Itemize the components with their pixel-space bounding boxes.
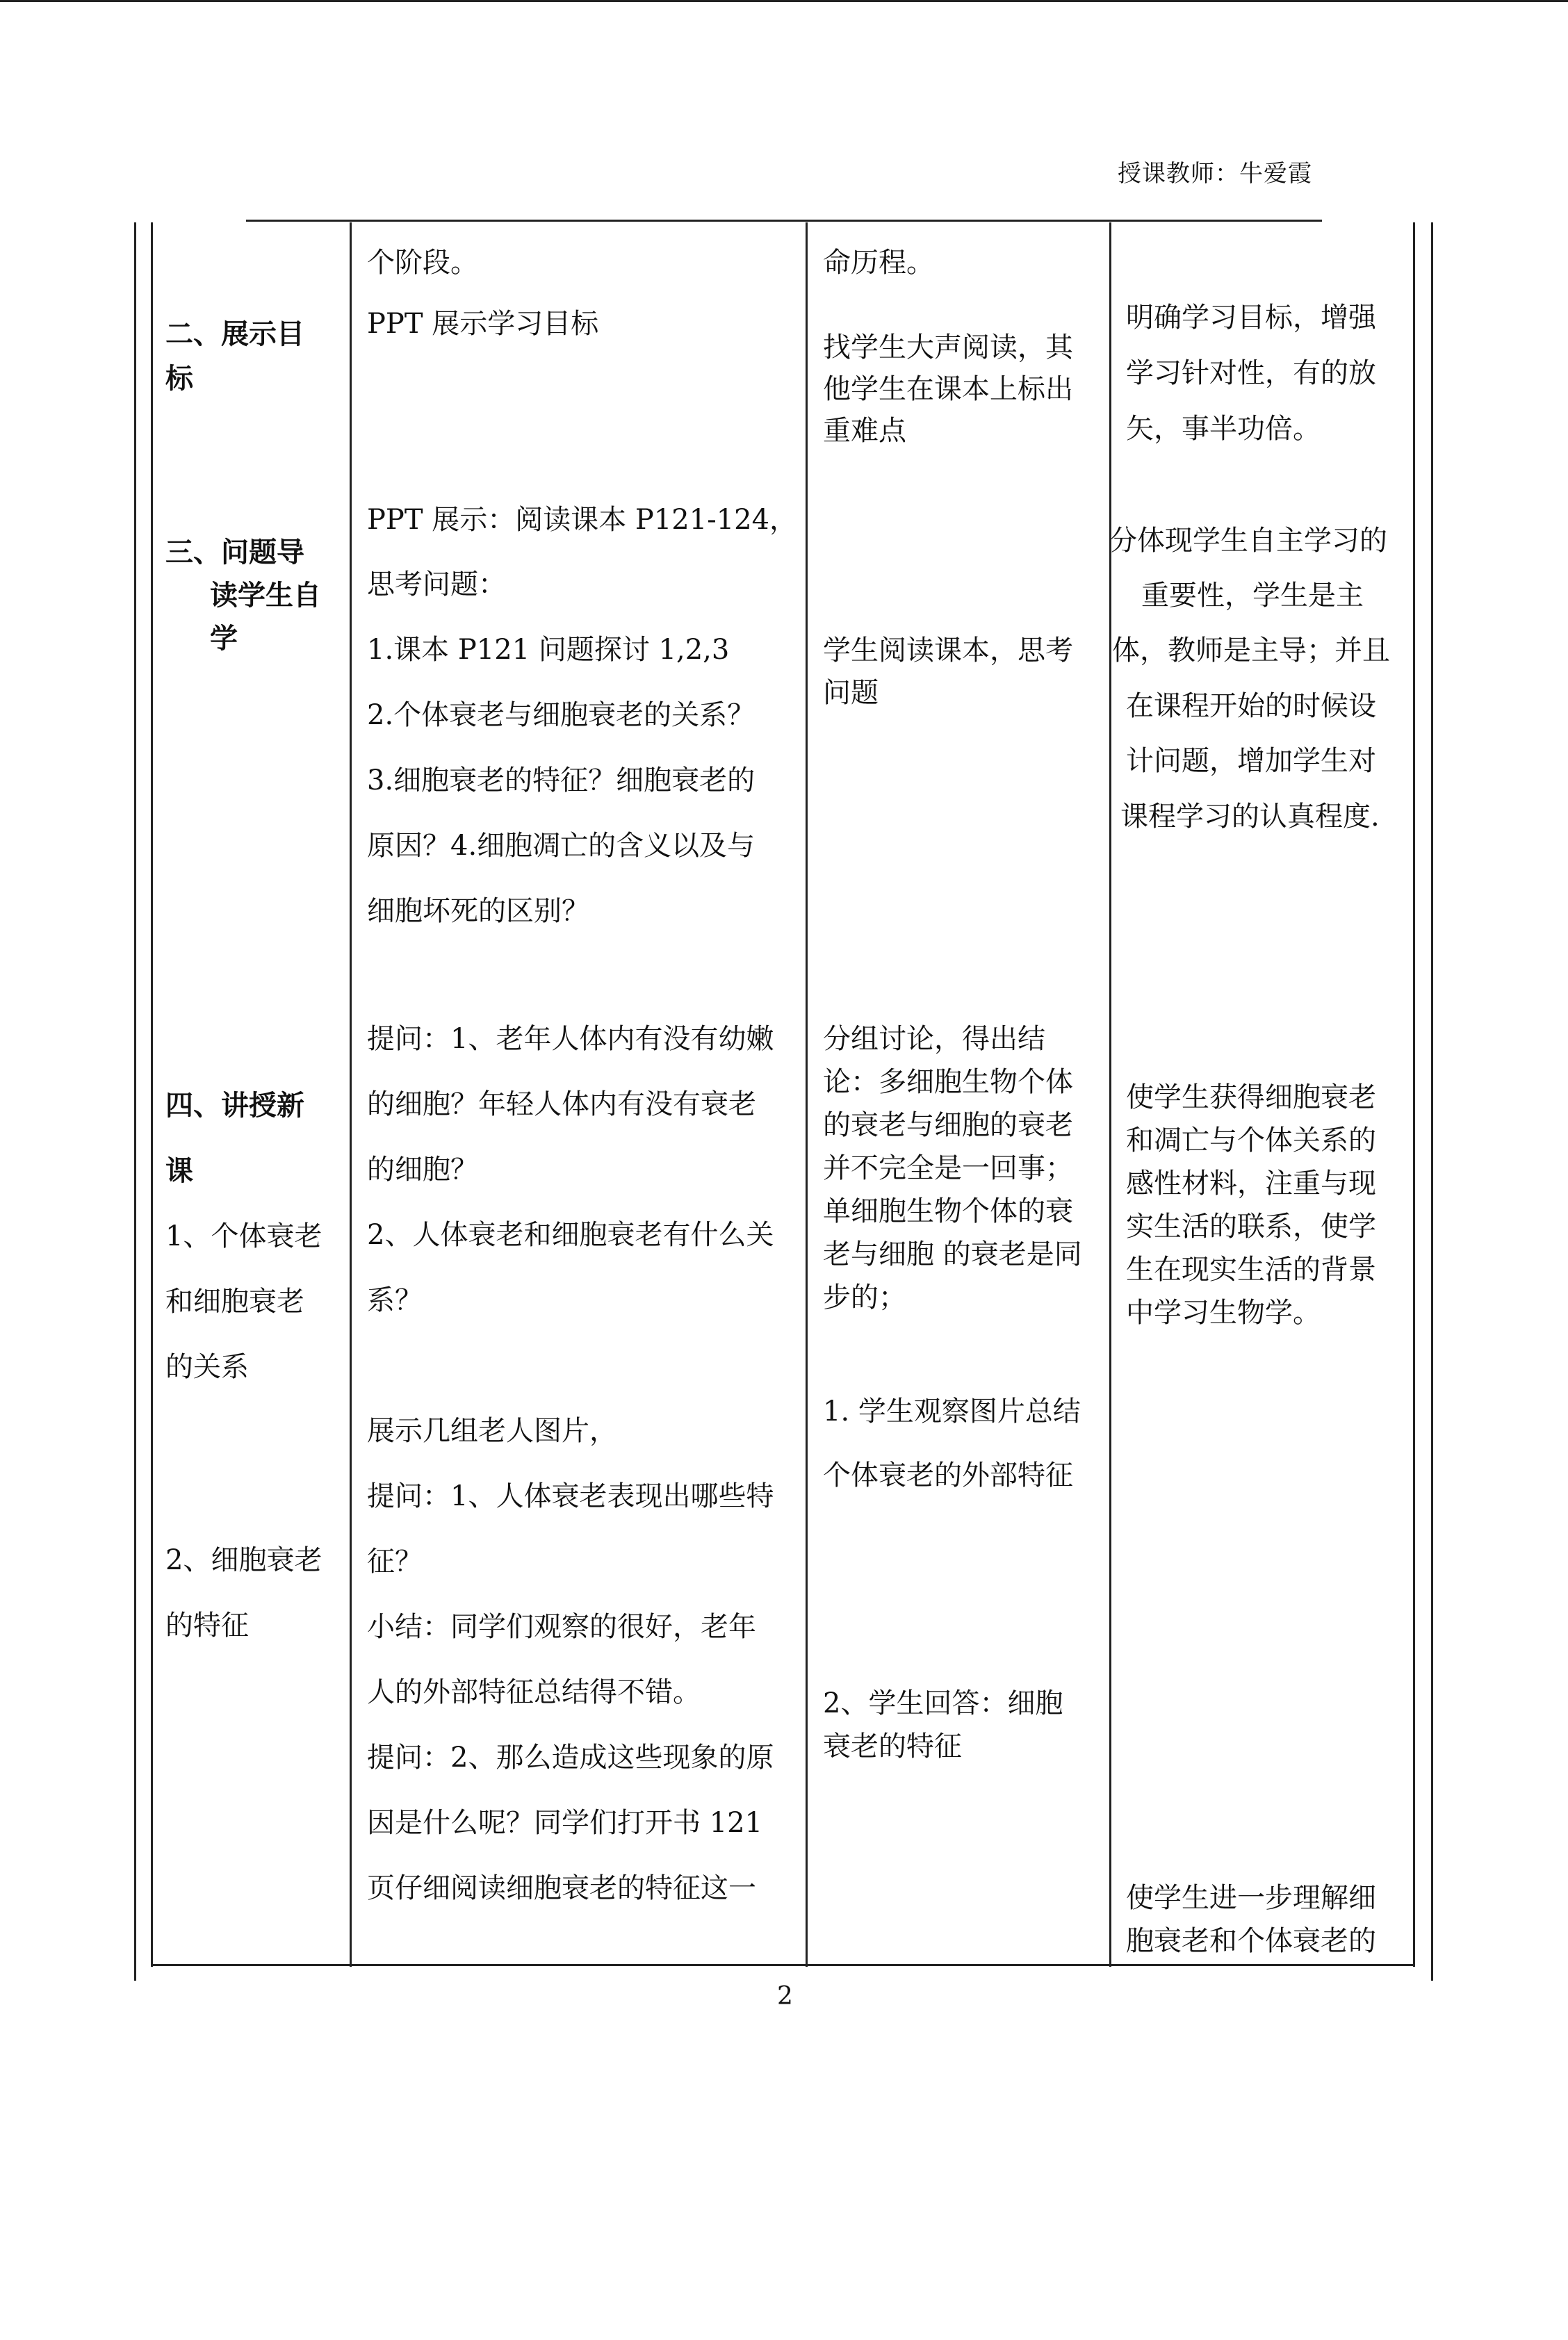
teacher-cell-intro: 个阶段。 (367, 247, 478, 279)
lecture-intent-line: 实生活的联系，使学 (1126, 1211, 1376, 1243)
lecture-student-observe: 个体衰老的外部特征 (823, 1459, 1073, 1491)
lecture-teacher-line: 页仔细阅读细胞衰老的特征这一 (367, 1872, 756, 1904)
lecture-student-discussion: 论：多细胞生物个体 (823, 1066, 1073, 1098)
guide-intent-line: 课程学习的认真程度. (1120, 801, 1380, 833)
table-divider-3 (1109, 222, 1111, 1967)
lecture-subtopic-1: 和细胞衰老 (165, 1286, 304, 1318)
lecture-student-discussion: 步的； (823, 1282, 906, 1314)
goals-student-line: 找学生大声阅读，其 (823, 332, 1073, 363)
lecture-intent-line: 中学习生物学。 (1126, 1297, 1321, 1329)
guide-intent-line: 重要性，学生是主 (1141, 580, 1364, 612)
table-border-outer-left (134, 222, 136, 1981)
lecture-teacher-line: 的细胞？年轻人体内有没有衰老 (367, 1088, 756, 1120)
goals-intent-line: 学习针对性，有的放 (1126, 357, 1376, 389)
lecture-teacher-line: 提问：2、那么造成这些现象的原 (367, 1742, 774, 1774)
guide-teacher-line: 2.个体衰老与细胞衰老的关系？ (367, 699, 756, 731)
table-divider-1 (350, 222, 352, 1967)
section-goals-title: 二、展示目 (165, 318, 304, 350)
guide-teacher-line: 1.课本 P121 问题探讨 1,2,3 (367, 634, 730, 666)
student-cell-intro: 命历程。 (823, 247, 934, 279)
table-bottom-line (151, 1964, 1415, 1966)
lecture-teacher-line: 小结：同学们观察的很好，老年 (367, 1611, 756, 1643)
table-border-right (1413, 222, 1415, 1967)
lecture-intent2-line: 使学生进一步理解细 (1126, 1882, 1376, 1914)
lecture-teacher-line: 展示几组老人图片， (367, 1415, 617, 1447)
section-goals-title-cont: 标 (165, 362, 193, 395)
section-lecture-title-cont: 课 (165, 1154, 193, 1187)
lecture-teacher-line: 系？ (367, 1284, 423, 1316)
section-guide-title-cont: 学 (210, 622, 238, 655)
lecture-student-discussion: 并不完全是一回事； (823, 1152, 1073, 1184)
lecture-intent-line: 生在现实生活的背景 (1126, 1254, 1376, 1286)
lecture-teacher-line: 因是什么呢？同学们打开书 121 (367, 1807, 763, 1839)
lecture-teacher-line: 提问：1、人体衰老表现出哪些特 (367, 1480, 774, 1512)
page-number: 2 (777, 1982, 793, 2011)
lecture-intent-line: 使学生获得细胞衰老 (1126, 1081, 1376, 1113)
section-lecture-title: 四、讲授新 (165, 1089, 304, 1122)
lecture-student-discussion: 单细胞生物个体的衰 (823, 1195, 1073, 1227)
guide-teacher-line: 思考问题： (367, 568, 506, 600)
goals-student-line: 他学生在课本上标出 (823, 373, 1073, 405)
lecture-student-discussion: 分组讨论，得出结 (823, 1023, 1045, 1055)
lecture-intent-line: 和凋亡与个体关系的 (1126, 1124, 1376, 1156)
table-divider-2 (806, 222, 808, 1967)
lecture-teacher-line: 的细胞？ (367, 1154, 478, 1186)
table-border-left (151, 222, 153, 1967)
table-border-outer-right (1431, 222, 1433, 1981)
guide-teacher-line: 3.细胞衰老的特征？细胞衰老的 (367, 764, 756, 796)
goals-intent-line: 明确学习目标，增强 (1126, 302, 1376, 334)
lecture-student-observe: 1. 学生观察图片总结 (823, 1396, 1081, 1427)
lecture-teacher-line: 2、人体衰老和细胞衰老有什么关 (367, 1219, 774, 1251)
lecture-student-discussion: 老与细胞 的衰老是同 (823, 1238, 1082, 1270)
section-guide-title-cont: 读学生自 (210, 579, 321, 612)
teacher-name: 授课教师：牛爱霞 (1118, 160, 1312, 188)
guide-student-line: 学生阅读课本，思考 (823, 635, 1073, 666)
guide-intent-line: 体，教师是主导；并且 (1112, 635, 1390, 666)
lecture-student-answer: 衰老的特征 (823, 1731, 962, 1762)
guide-teacher-line: 细胞坏死的区别？ (367, 895, 589, 927)
lecture-subtopic-2: 的特征 (165, 1610, 249, 1642)
header-rule (246, 220, 1322, 222)
goals-teacher-activity: PPT 展示学习目标 (367, 308, 599, 340)
top-border-line (0, 0, 1568, 2)
guide-student-line: 问题 (823, 677, 879, 709)
guide-intent-line: 计问题，增加学生对 (1126, 745, 1376, 777)
guide-teacher-line: PPT 展示：阅读课本 P121-124， (367, 504, 798, 536)
lecture-subtopic-2: 2、细胞衰老 (165, 1544, 322, 1576)
lecture-intent2-line: 胞衰老和个体衰老的 (1126, 1925, 1376, 1957)
lecture-intent-line: 感性材料，注重与现 (1126, 1168, 1376, 1200)
lecture-subtopic-1: 的关系 (165, 1351, 249, 1383)
goals-intent-line: 矢，事半功倍。 (1126, 413, 1321, 445)
lecture-teacher-line: 提问：1、老年人体内有没有幼嫩 (367, 1023, 774, 1055)
lecture-teacher-line: 人的外部特征总结得不错。 (367, 1676, 701, 1708)
lecture-student-discussion: 的衰老与细胞的衰老 (823, 1109, 1073, 1141)
lecture-teacher-line: 征？ (367, 1546, 423, 1578)
section-guide-title: 三、问题导 (165, 536, 304, 568)
lecture-student-answer: 2、学生回答：细胞 (823, 1687, 1063, 1719)
lecture-subtopic-1: 1、个体衰老 (165, 1220, 322, 1252)
guide-intent-line: 分体现学生自主学习的 (1109, 525, 1387, 557)
guide-intent-line: 在课程开始的时候设 (1126, 690, 1376, 722)
guide-teacher-line: 原因？4.细胞凋亡的含义以及与 (367, 830, 756, 862)
goals-student-line: 重难点 (823, 415, 906, 447)
